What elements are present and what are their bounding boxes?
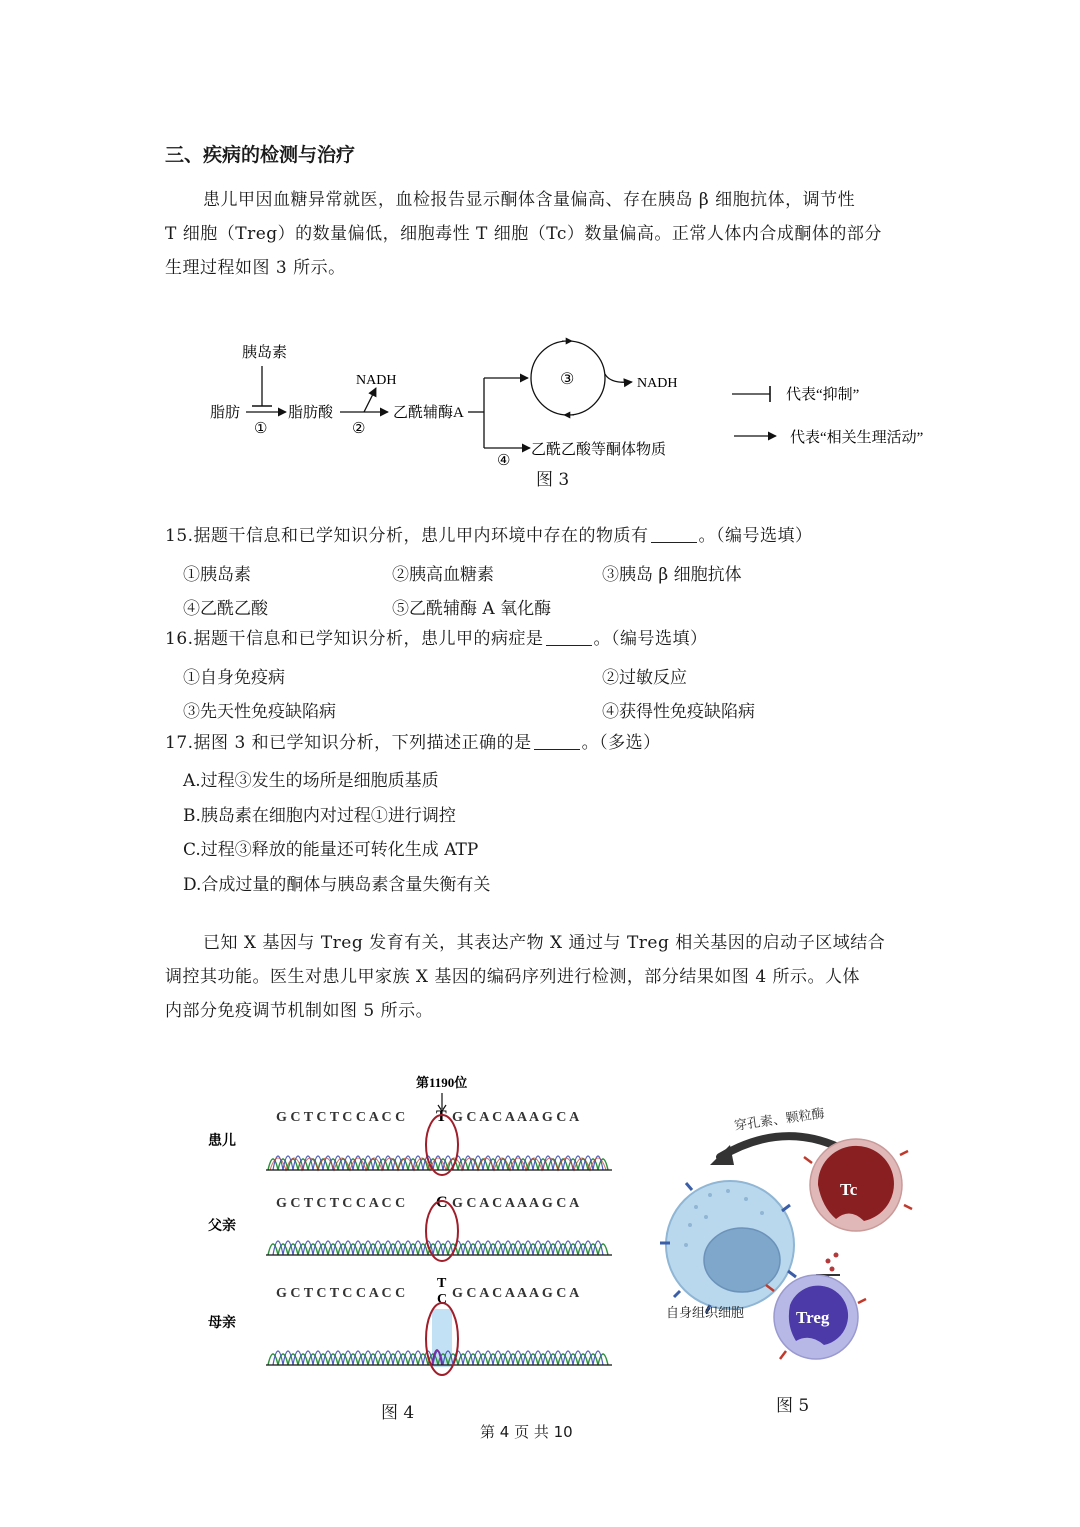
question-15: 15.据题干信息和已学知识分析，患儿甲内环境中存在的物质有 。（编号选填） <box>165 526 813 546</box>
patient-base: T <box>436 1108 447 1125</box>
father-label: 父亲 <box>208 1219 236 1234</box>
gene-line-3: 内部分免疫调节机制如图 5 所示。 <box>165 1001 434 1021</box>
answer-blank-16[interactable] <box>546 627 592 646</box>
mother-base-bottom: C <box>437 1292 448 1307</box>
gene-line-1: 已知 X 基因与 Treg 发育有关，其表达产物 X 通过与 Treg 相关基因的启动子区域结合 <box>203 933 886 953</box>
mother-base-top: T <box>437 1276 447 1291</box>
father-seq-prefix: G C T C T C C A C C <box>276 1196 406 1211</box>
self-cell-label: 自身组织细胞 <box>666 1305 745 1320</box>
answer-blank-15[interactable] <box>651 524 697 543</box>
nadh-label-2: NADH <box>637 376 678 391</box>
fat-label: 脂肪 <box>210 405 241 421</box>
patient-label: 患儿 <box>208 1134 236 1149</box>
ketone-label: 乙酰乙酸等酮体物质 <box>531 442 667 458</box>
q16-option-1: ①自身免疫病 <box>183 668 285 688</box>
perforin-label: 穿孔素、颗粒酶 <box>733 1105 826 1133</box>
acetyl-coa-label: 乙酰辅酶A <box>393 405 464 421</box>
legend-inhibit: 代表“抑制” <box>786 387 860 403</box>
figure-5-caption: 图 5 <box>776 1396 810 1416</box>
q16-option-2: ②过敏反应 <box>602 668 687 688</box>
legend-activity: 代表“相关生理活动” <box>790 430 924 446</box>
question-16: 16.据题干信息和已学知识分析，患儿甲的病症是 。（编号选填） <box>165 629 708 649</box>
intro-line-1: 患儿甲因血糖异常就医，血检报告显示酮体含量偏高、存在胰岛 β 细胞抗体，调节性 <box>203 190 856 210</box>
section-title: 三、疾病的检测与治疗 <box>165 144 356 166</box>
father-base: C <box>436 1194 448 1211</box>
q16-option-4: ④获得性免疫缺陷病 <box>602 702 755 722</box>
figure-3-diagram <box>200 330 940 490</box>
patient-seq-prefix: G C T C T C C A C C <box>276 1110 406 1125</box>
q15-option-1: ①胰岛素 <box>183 565 251 585</box>
gene-paragraph <box>165 926 925 1028</box>
intro-line-2: T 细胞（Treg）的数量偏低，细胞毒性 T 细胞（Tc）数量偏高。正常人体内合成酮体的部分 <box>165 224 882 244</box>
figure-4-caption: 图 4 <box>381 1403 415 1423</box>
intro-line-3: 生理过程如图 3 所示。 <box>165 258 346 278</box>
q16-option-3: ③先天性免疫缺陷病 <box>183 702 336 722</box>
page-footer: 第 4 页 共 10 <box>480 1423 573 1441</box>
step-4: ④ <box>497 453 511 469</box>
fatty-acid-label: 脂肪酸 <box>288 405 334 421</box>
position-label: 第1190位 <box>416 1075 468 1090</box>
mother-seq-prefix: G C T C T C C A C C <box>276 1286 406 1301</box>
q17-option-c: C.过程③释放的能量还可转化生成 ATP <box>183 840 479 860</box>
patient-seq-suffix: G C A C A A A G C A <box>452 1110 580 1125</box>
q15-option-5: ⑤乙酰辅酶 A 氧化酶 <box>392 599 552 619</box>
intro-paragraph <box>165 183 925 285</box>
tc-label: Tc <box>840 1180 858 1199</box>
treg-label: Treg <box>796 1308 830 1327</box>
step-2: ② <box>352 421 366 437</box>
q17-option-d: D.合成过量的酮体与胰岛素含量失衡有关 <box>183 875 491 895</box>
insulin-label: 胰岛素 <box>242 345 288 361</box>
q15-option-4: ④乙酰乙酸 <box>183 599 268 619</box>
figure-3-caption: 图 3 <box>536 470 570 490</box>
father-seq-suffix: G C A C A A A G C A <box>452 1196 580 1211</box>
q17-option-a: A.过程③发生的场所是细胞质基质 <box>183 771 439 791</box>
answer-blank-17[interactable] <box>534 731 580 750</box>
mother-seq-suffix: G C A C A A A G C A <box>452 1286 580 1301</box>
step-3: ③ <box>560 371 575 388</box>
q15-option-3: ③胰岛 β 细胞抗体 <box>602 565 742 585</box>
figure-4-chromatogram <box>200 1065 620 1395</box>
mother-label: 母亲 <box>208 1316 236 1331</box>
q17-option-b: B.胰岛素在细胞内对过程①进行调控 <box>183 806 456 826</box>
figure-5-illustration <box>650 1095 940 1380</box>
nadh-label-1: NADH <box>356 373 397 388</box>
gene-line-2: 调控其功能。医生对患儿甲家族 X 基因的编码序列进行检测，部分结果如图 4 所示。人体 <box>165 967 861 987</box>
q15-option-2: ②胰高血糖素 <box>392 565 494 585</box>
question-17: 17.据图 3 和已学知识分析，下列描述正确的是 。（多选） <box>165 733 661 753</box>
step-1: ① <box>254 421 268 437</box>
